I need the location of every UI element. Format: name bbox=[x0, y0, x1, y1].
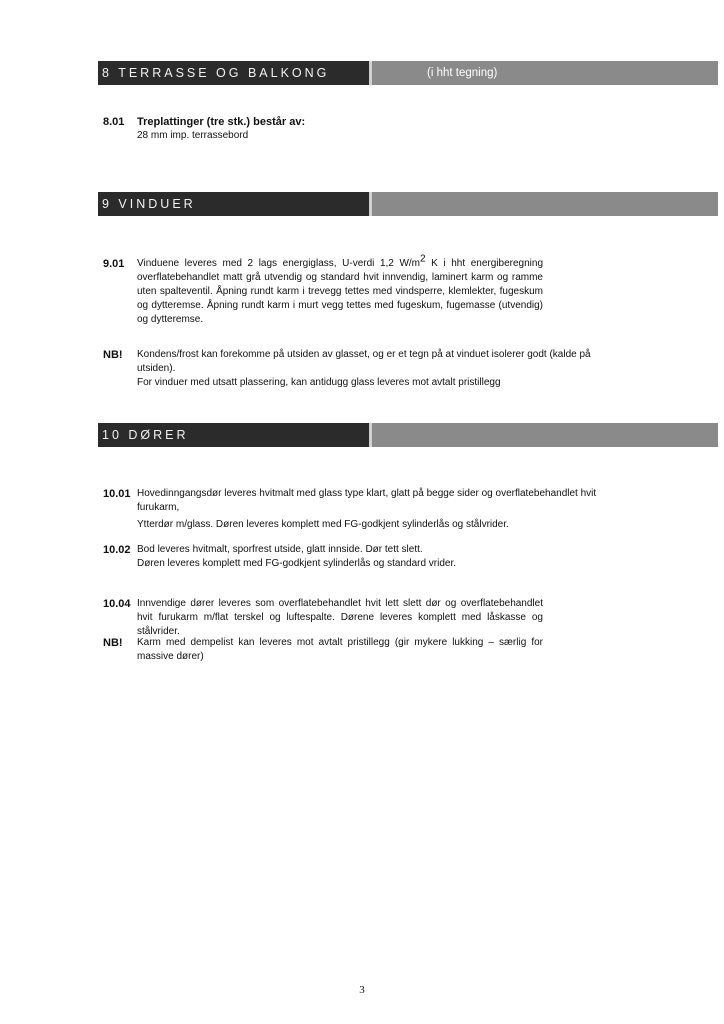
section-header-10 bbox=[98, 423, 718, 447]
item-line: For vinduer med utsatt plassering, kan antidugg glass leveres mot avtalt pristillegg bbox=[137, 377, 501, 388]
section-title: 10 DØRER bbox=[98, 423, 372, 447]
item-10-02 bbox=[103, 543, 543, 571]
item-line: Døren leveres komplett med FG-godkjent sylinderlås og standard vrider. bbox=[137, 558, 457, 569]
item-10-nb bbox=[103, 636, 543, 664]
item-number: 10.02 bbox=[103, 544, 131, 556]
section-header-8 bbox=[98, 61, 718, 85]
item-number: 9.01 bbox=[103, 258, 125, 270]
section-note bbox=[372, 192, 718, 216]
item-line: Kondens/frost kan forekomme på utsiden av glasset, og er et tegn på at vinduet isolerer godt (kalde på utsiden). bbox=[137, 349, 591, 374]
item-number: 8.01 bbox=[103, 116, 125, 128]
item-line: 28 mm imp. terrassebord bbox=[137, 130, 249, 141]
section-note bbox=[372, 423, 718, 447]
section-note: (i hht tegning) bbox=[372, 61, 718, 85]
item-9-01 bbox=[103, 253, 543, 327]
item-text: Vinduene leveres med 2 lags energiglass, U-verdi 1,2 $W/m^2$ K i hht energiberegning overflatebehandlet matt grå utvendig og standard hvit innvendig, laminert karm og ramme uten spalteventil. Åpning rundt karm i trevegg tettes med vindsperre, klemlekter, fugeskum og dytteremse. Åpning rundt karm i murt vegg tettes med fugeskum, fugemasse (utvendig) og dytteremse. bbox=[137, 253, 543, 325]
item-heading: Treplattinger (tre stk.) består av: bbox=[137, 116, 306, 128]
section-title: 8 TERRASSE OG BALKONG bbox=[98, 61, 372, 85]
item-number: NB! bbox=[103, 637, 123, 649]
item-10-04 bbox=[103, 597, 543, 639]
item-text: Innvendige dører leveres som overflatebehandlet hvit lett slett dør og overflatebehandlet hvit furukarm m/flat terskel og luftespalte. Dørene leveres komplett med låskasse og stålvrider. bbox=[137, 598, 543, 637]
item-line: Hovedinngangsdør leveres hvitmalt med glass type klart, glatt på begge sider og overflatebehandlet hvit furukarm, bbox=[137, 488, 597, 513]
section-header-9 bbox=[98, 192, 718, 216]
item-line: Bod leveres hvitmalt, sporfrest utside, glatt innside. Dør tett slett. bbox=[137, 544, 423, 555]
item-line: Ytterdør m/glass. Døren leveres komplett med FG-godkjent sylinderlås og stålvrider. bbox=[137, 519, 509, 530]
item-text: Karm med dempelist kan leveres mot avtalt pristillegg (gir mykere lukking – særlig for massive dører) bbox=[137, 637, 543, 662]
page-number: 3 bbox=[359, 984, 365, 996]
item-number: NB! bbox=[103, 349, 123, 361]
item-8-01 bbox=[103, 115, 543, 143]
item-number: 10.01 bbox=[103, 488, 131, 500]
item-number: 10.04 bbox=[103, 598, 131, 610]
item-9-nb bbox=[103, 348, 591, 390]
section-title: 9 VINDUER bbox=[98, 192, 372, 216]
item-10-01 bbox=[103, 487, 597, 532]
